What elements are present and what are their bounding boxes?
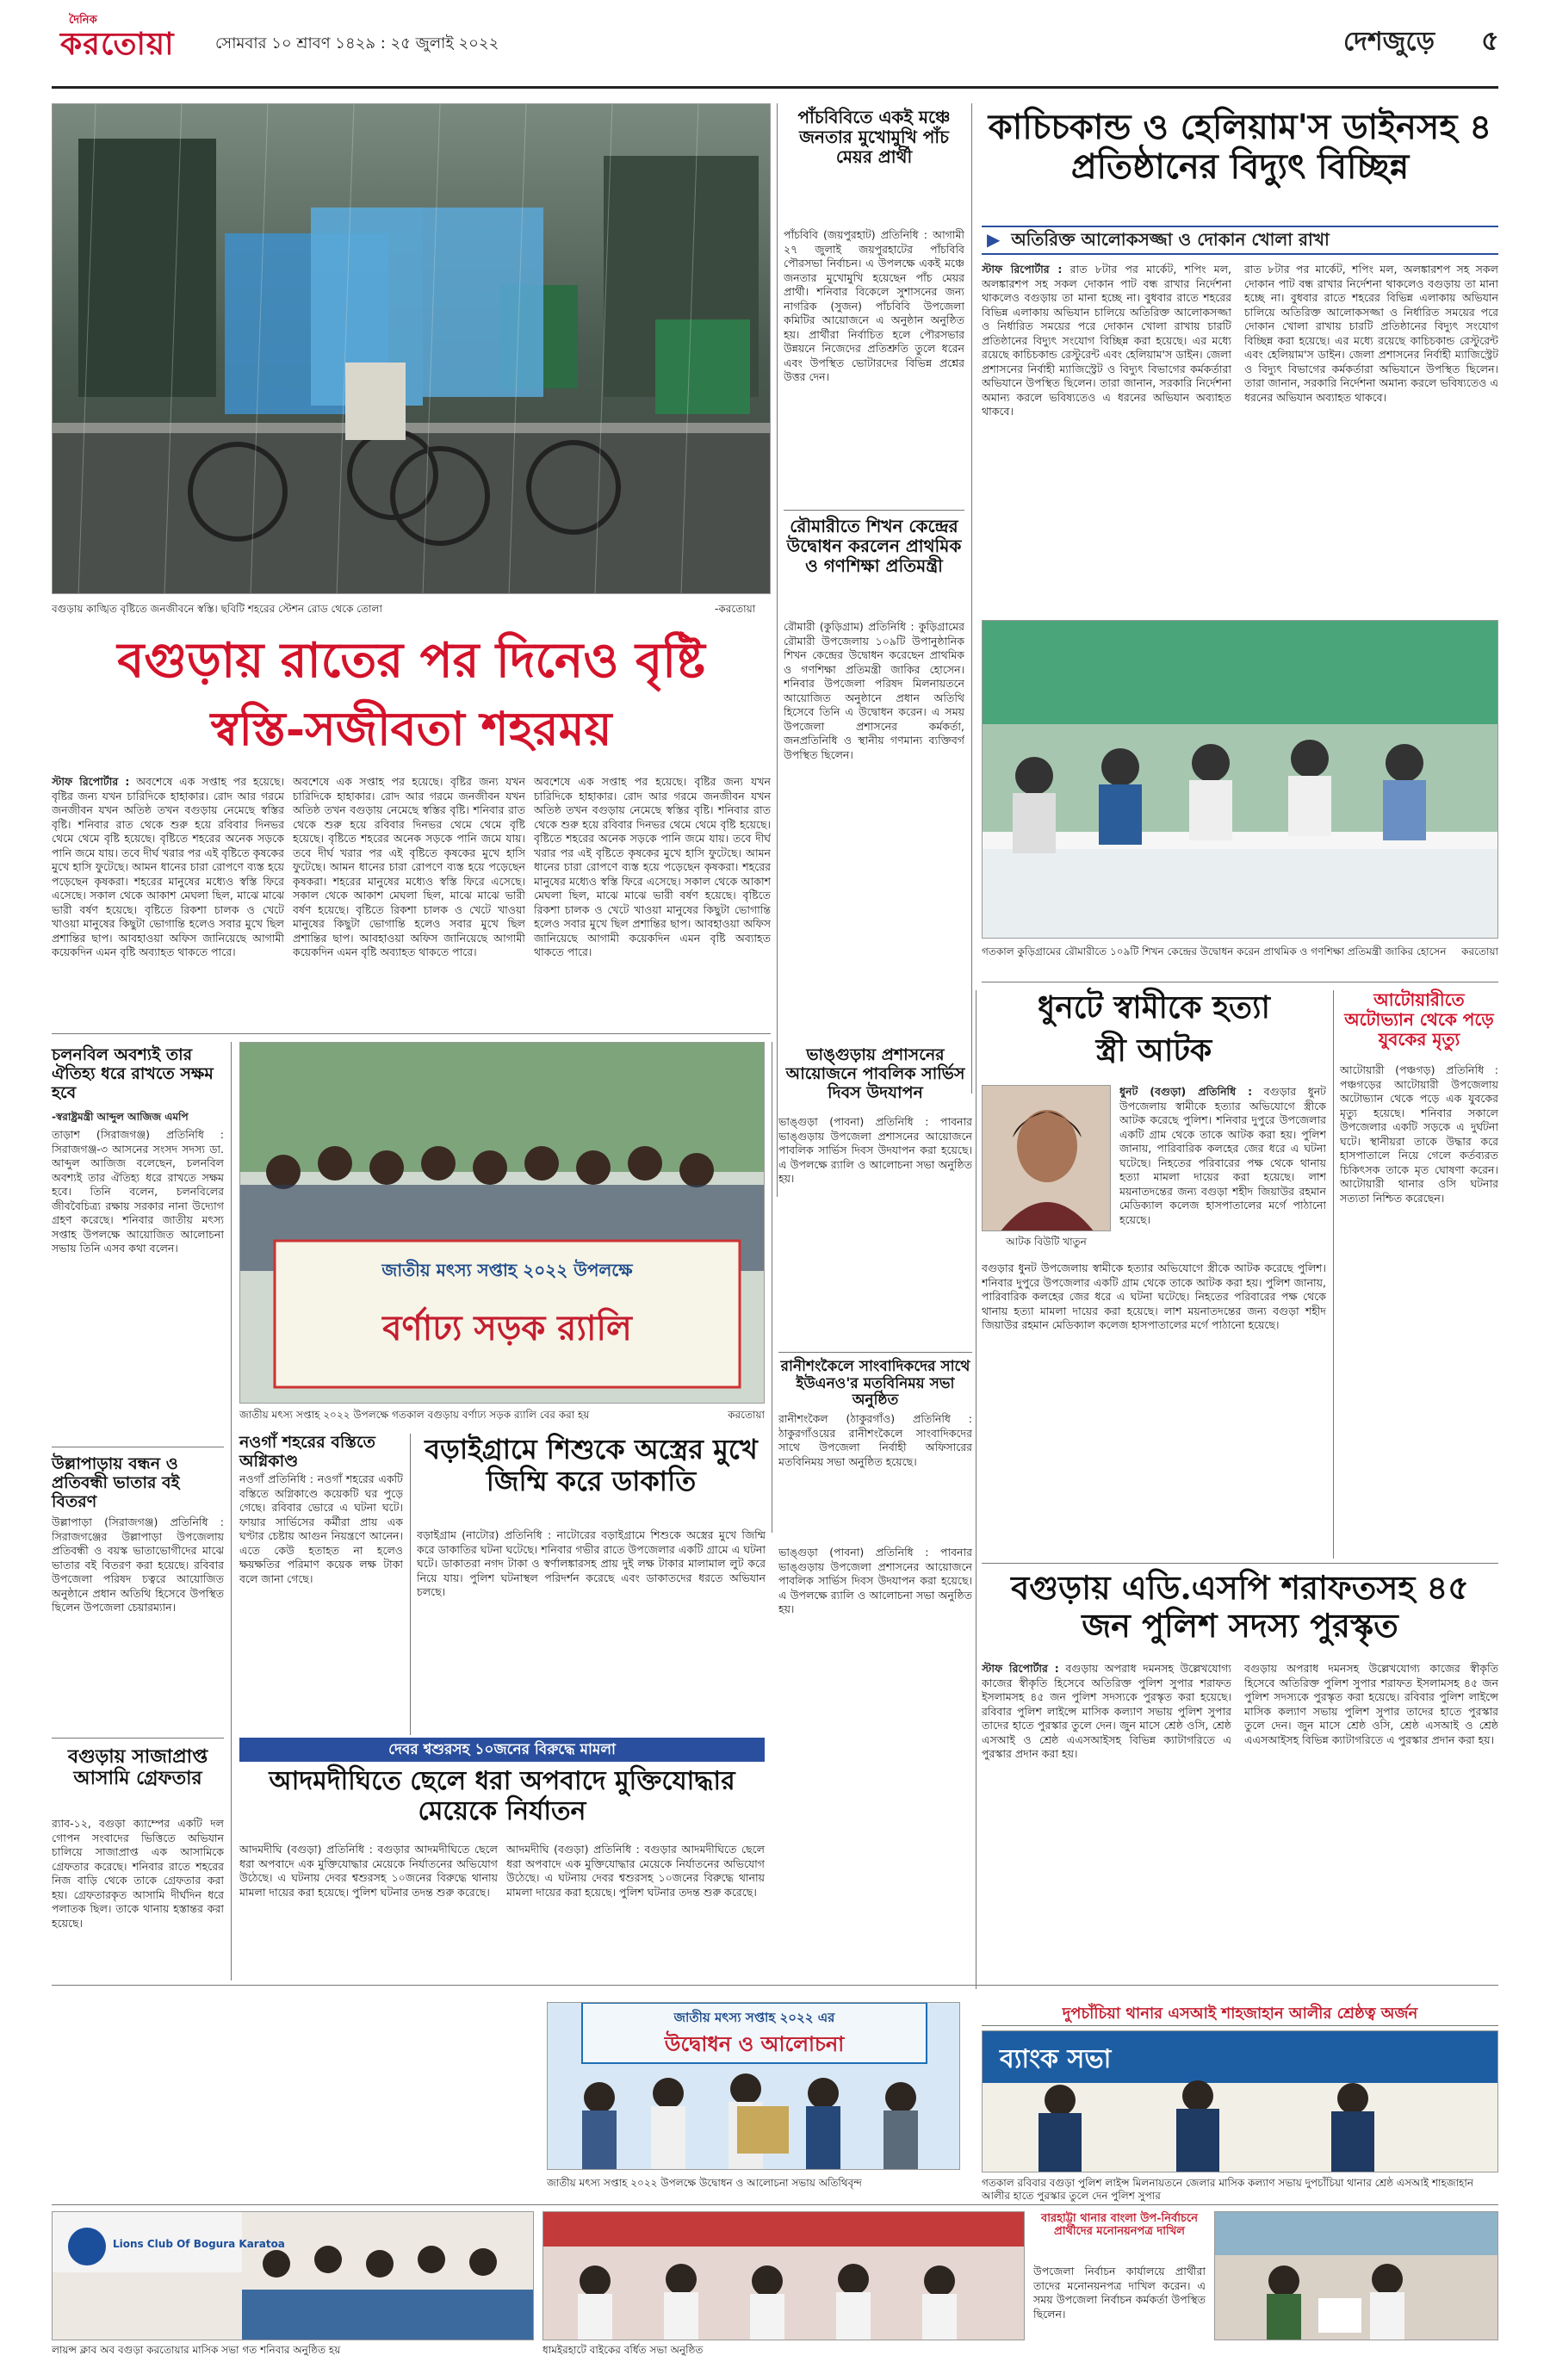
story5-headline-line2: স্ত্রী আটক	[1095, 1032, 1212, 1069]
main-story-body-col1	[52, 775, 284, 1025]
story9-body: র‍্যাব-১২, বগুড়া ক্যাম্পের একটি দল গোপন সংবাদের ভিত্তিতে অভিযান চালিয়ে সাজাপ্রাপ্ত এক আসামিকে গ্রেফতার করেছে। শনিবার রাতে শহরের নিজ বাড়ি থেকে তাকে গ্রেফতার করা হয়। গ্রেফতারকৃত আসামি দীর্ঘদিন ধরে পলাতক ছিল। তাকে থানায় হস্তান্তর করা হয়েছে।	[52, 1817, 224, 1930]
story7-byline: -স্বরাষ্ট্রমন্ত্রী আব্দুল আজিজ এমপি	[52, 1111, 189, 1123]
divider	[777, 103, 778, 1197]
story2-text-cont: রাত ৮টার পর মার্কেট, শপিং মল, অলঙ্কারশপ সহ সকল দোকান পাট বন্ধ রাখার নির্দেশনা থাকলেও বগুড়ায় তা মানা হচ্ছে না। বুধবার রাতে শহরের বিভিন্ন এলাকায় অভিযান চালিয়ে অতিরিক্ত আলোকসজ্জা ও নির্ধারিত সময়ের পরে দোকান খোলা রাখায় চারটি প্রতিষ্ঠানের বিদ্যুৎ সংযোগ বিচ্ছিন্ন করা হয়েছে। এর মধ্যে রয়েছে কাচিচকান্ড রেস্টুরেন্ট এবং হেলিয়াম'স ডাইন। জেলা প্রশাসনের নির্বাহী ম্যাজিস্ট্রেট ও বিদ্যুৎ বিভাগের কর্মকর্তারা অভিযানে উপস্থিত ছিলেন। তারা জানান, সরকারি নির্দেশনা অমান্য করলে ভবিষ্যতেও এ ধরনের অভিযান অব্যাহত থাকবে।	[1244, 263, 1498, 404]
story16-kicker: দুপচাঁচিয়া থানার এসআই শাহজাহান আলীর শ্রেষ্ঠত্ব অর্জন	[982, 2002, 1498, 2026]
story21-body: উপজেলা নির্বাচন কার্যালয়ে প্রার্থীরা তাদের মনোনয়নপত্র দাখিল করেন। এ সময় উপজেলা নির্বাচন কর্মকর্তা উপস্থিত ছিলেন।	[1033, 2265, 1206, 2321]
divider	[52, 1033, 771, 1034]
lions-image	[53, 2212, 534, 2340]
election-image	[1215, 2212, 1498, 2340]
rally-caption-credit: করতোয়া	[728, 1409, 765, 1421]
main-headline-line2: স্বস্তি-সজীবতা শহরময়	[210, 701, 612, 756]
fish-week-banner-line2: উদ্বোধন ও আলোচনা	[664, 2032, 845, 2056]
police-caption: গতকাল রবিবার বগুড়া পুলিশ লাইন্স মিলনায়তনে জেলার মাসিক কল্যাণ সভায় দুপচাঁচিয়া থানার শ্রেষ্ঠ এসআই শাহজাহান আলীর হাতে পুরস্কার তুলে দেন পুলিশ সুপার	[982, 2177, 1473, 2202]
main-story-text: অবশেষে এক সপ্তাহ পর হয়েছে। বৃষ্টির জন্য যখন চারিদিকে হাহাকার। রোদ আর গরমে জনজীবন যখন অতিষ্ঠ তখন বগুড়ায় নেমেছে স্বস্তির বৃষ্টি। শনিবার রাত থেকে শুরু হয়ে রবিবার দিনভর থেমে থেমে বৃষ্টি হয়েছে। বৃষ্টিতে শহরের অনেক সড়কে পানি জমে যায়। তবে দীর্ঘ খরার পর এই বৃষ্টিতে কৃষকের মুখে হাসি ফুটেছে। আমন ধানের চারা রোপণে ব্যস্ত হয়ে পড়েছেন কৃষকরা। শহরের মানুষের মধ্যেও স্বস্তি ফিরে এসেছে। সকাল থেকে আকাশ মেঘলা ছিল, মাঝে মাঝে ভারী বর্ষণ হয়েছে। বৃষ্টিতে রিকশা চালক ও খেটে খাওয়া মানুষের কিছুটা ভোগান্তি হলেও সবার মুখে ছিল প্রশান্তির ছাপ। আবহাওয়া অফিস জানিয়েছে আগামী কয়েকদিন এমন বৃষ্টি অব্যাহত থাকতে পারে।	[52, 775, 284, 958]
main-story-body-col3	[534, 775, 771, 1025]
masthead-rule	[52, 86, 1498, 89]
divider	[1333, 990, 1334, 1559]
rally-photo	[239, 1042, 765, 1404]
roumari-caption-credit: করতোয়া	[1461, 945, 1498, 958]
rain-photo	[52, 103, 771, 594]
page-number: ৫	[1481, 24, 1499, 57]
roumari-photo-caption	[982, 945, 1498, 958]
portrait-image	[983, 1086, 1111, 1231]
story2-text: রাত ৮টার পর মার্কেট, শপিং মল, অলঙ্কারশপ সহ সকল দোকান পাট বন্ধ রাখার নির্দেশনা থাকলেও বগুড়ায় তা মানা হচ্ছে না। বুধবার রাতে শহরের বিভিন্ন এলাকায় অভিযান চালিয়ে অতিরিক্ত আলোকসজ্জা ও নির্ধারিত সময়ের পরে দোকান খোলা রাখায় চারটি প্রতিষ্ঠানের বিদ্যুৎ সংযোগ বিচ্ছিন্ন করা হয়েছে। এর মধ্যে রয়েছে কাচিচকান্ড রেস্টুরেন্ট এবং হেলিয়াম'স ডাইন। জেলা প্রশাসনের নির্বাহী ম্যাজিস্ট্রেট ও বিদ্যুৎ বিভাগের কর্মকর্তারা অভিযানে উপস্থিত ছিলেন। তারা জানান, সরকারি নির্দেশনা অমান্য করলে ভবিষ্যতেও এ ধরনের অভিযান অব্যাহত থাকবে।	[982, 263, 1231, 418]
dhamoirhat-photo	[542, 2211, 1025, 2340]
roumari-photo	[982, 620, 1498, 939]
play-icon: ▶	[987, 229, 1001, 250]
story12-text: আদমদীঘি (বগুড়া) প্রতিনিধি : বগুড়ার আদমদীঘিতে ছেলে ধরা অপবাদে এক মুক্তিযোদ্ধার মেয়েকে নির্যাতনের অভিযোগ উঠেছে। এ ঘটনায় দেবর শ্বশুরসহ ১০জনের বিরুদ্ধে থানায় মামলা দায়ের করা হয়েছে। পুলিশ ঘটনার তদন্ত শুরু করেছে।	[239, 1843, 498, 1899]
story7-headline: চলনবিল অবশ্যই তার ঐতিহ্য ধরে রাখতে সক্ষম হবে	[52, 1045, 214, 1102]
election-photo	[1214, 2211, 1498, 2340]
main-story-body-col2	[293, 775, 525, 1025]
fish-week-banner-line1: জাতীয় মৎস্য সপ্তাহ ২০২২ এর	[673, 2010, 835, 2025]
divider	[784, 510, 964, 511]
lions-banner: Lions Club Of Bogura Karatoa	[113, 2238, 285, 2250]
roumari-photo-image	[983, 621, 1498, 939]
rain-photo-image	[53, 104, 771, 594]
story5-text: বগুড়ার ধুনট উপজেলায় স্বামীকে হত্যার অভিযোগে স্ত্রীকে আটক করেছে পুলিশ। শনিবার দুপুরে উপজেলার একটি গ্রাম থেকে তাকে আটক করা হয়। পুলিশ জানায়, পারিবারিক কলহের জের ধরে এ ঘটনা ঘটেছে। নিহতের পরিবারের পক্ষ থেকে থানায় হত্যা মামলা দায়ের করা হয়েছে। লাশ ময়নাতদন্তের জন্য বগুড়া শহীদ জিয়াউর রহমান মেডিক্যাল কলেজ হাসপাতালের মর্গে পাঠানো হয়েছে।	[1119, 1085, 1326, 1226]
story7-body: তাড়াশ (সিরাজগঞ্জ) প্রতিনিধি : সিরাজগঞ্জ-৩ আসনের সংসদ সদস্য ডা. আব্দুল আজিজ বলেছেন, চলনবিল অবশ্যই তার ঐতিহ্য ধরে রাখতে সক্ষম হবে। তিনি বলেন, চলনবিলের জীববৈচিত্র্য রক্ষায় সরকার নানা উদ্যোগ গ্রহণ করেছে। শনিবার জাতীয় মৎস্য সপ্তাহ উপলক্ষে আয়োজিত আলোচনা সভায় তিনি এসব কথা বলেন।	[52, 1128, 224, 1255]
police-photo	[982, 2030, 1498, 2172]
portrait-photo	[982, 1085, 1111, 1231]
story5-headline-line1: ধুনটে স্বামীকে হত্যা	[1038, 989, 1270, 1026]
story2-tag	[982, 226, 1498, 255]
story15-body-col2	[1244, 1662, 1498, 1998]
story5-body-aside	[1119, 1085, 1326, 1257]
main-story-text-cont: অবশেষে এক সপ্তাহ পর হয়েছে। বৃষ্টির জন্য যখন চারিদিকে হাহাকার। রোদ আর গরমে জনজীবন যখন অতিষ্ঠ তখন বগুড়ায় নেমেছে স্বস্তির বৃষ্টি। শনিবার রাত থেকে শুরু হয়ে রবিবার দিনভর থেমে থেমে বৃষ্টি হয়েছে। বৃষ্টিতে শহরের অনেক সড়কে পানি জমে যায়। তবে দীর্ঘ খরার পর এই বৃষ্টিতে কৃষকের মুখে হাসি ফুটেছে। আমন ধানের চারা রোপণে ব্যস্ত হয়ে পড়েছেন কৃষকরা। শহরের মানুষের মধ্যেও স্বস্তি ফিরে এসেছে। সকাল থেকে আকাশ মেঘলা ছিল, মাঝে মাঝে ভারী বর্ষণ হয়েছে। বৃষ্টিতে রিকশা চালক ও খেটে খাওয়া মানুষের কিছুটা ভোগান্তি হলেও সবার মুখে ছিল প্রশান্তির ছাপ। আবহাওয়া অফিস জানিয়েছে আগামী কয়েকদিন এমন বৃষ্টি অব্যাহত থাকতে পারে।	[293, 775, 525, 958]
divider	[778, 1352, 972, 1353]
divider	[971, 103, 972, 1094]
divider	[231, 1042, 232, 1980]
story14-body: রানীশংকৈল (ঠাকুরগাঁও) প্রতিনিধি : ঠাকুরগাঁওয়ের রানীশংকৈলে সাংবাদিকদের সাথে উপজেলা নির্বাহী অফিসারের মতবিনিময় সভা অনুষ্ঠিত হয়েছে।	[778, 1412, 972, 1468]
story2-headline: কাচিচকান্ড ও হেলিয়াম'স ডাইনসহ ৪ প্রতিষ্ঠানের বিদ্যুৎ বিচ্ছিন্ন	[988, 107, 1492, 187]
divider	[52, 1738, 224, 1739]
story9-headline: বগুড়ায় সাজাপ্রাপ্ত আসামি গ্রেফতার	[67, 1745, 208, 1790]
story8-headline: উল্লাপাড়ায় বন্ধন ও প্রতিবন্ধী ভাতার বই বিতরণ	[52, 1454, 180, 1511]
story6-body: আটোয়ারী (পঞ্চগড়) প্রতিনিধি : পঞ্চগড়ের আটোয়ারী উপজেলায় অটোভ্যান থেকে পড়ে এক যুবকের মৃত্যু হয়েছে। শনিবার সকালে উপজেলার একটি সড়কে এ দুর্ঘটনা ঘটে। স্থানীয়রা তাকে উদ্ধার করে হাসপাতালে নিয়ে গেলে কর্তব্যরত চিকিৎসক তাকে মৃত ঘোষণা করেন। আটোয়ারী থানার ওসি ঘটনার সত্যতা নিশ্চিত করেছেন।	[1340, 1063, 1498, 1205]
story12-body-col2	[506, 1843, 765, 1976]
story15-text: বগুড়ায় অপরাধ দমনসহ উল্লেখযোগ্য কাজের স্বীকৃতি হিসেবে অতিরিক্ত পুলিশ সুপার শরাফত ইসলামসহ ৪৫ জন পুলিশ সদস্যকে পুরস্কৃত করা হয়েছে। রবিবার পুলিশ লাইন্সে মাসিক কল্যাণ সভায় পুলিশ সুপার তাদের হাতে পুরস্কার তুলে দেন। জুন মাসে শ্রেষ্ঠ ওসি, শ্রেষ্ঠ এসআই ও শ্রেষ্ঠ এএসআইসহ বিভিন্ন ক্যাটাগরিতে এ পুরস্কার প্রদান করা হয়।	[982, 1662, 1231, 1760]
fish-week-photo	[547, 2002, 960, 2170]
story11-headline: নওগাঁ শহরের বস্তিতে অগ্নিকাণ্ড	[239, 1433, 375, 1471]
story6-headline: আটোয়ারীতে অটোভ্যান থেকে পড়ে যুবকের মৃত্যু	[1344, 989, 1494, 1050]
fish-week-caption: জাতীয় মৎস্য সপ্তাহ ২০২২ উপলক্ষে উদ্বোধন ও আলোচনা সভায় অতিথিবৃন্দ	[547, 2177, 862, 2189]
divider	[52, 2204, 1498, 2205]
rally-banner-line2: বর্ণাঢ্য সড়ক র‍্যালি	[382, 1309, 632, 1348]
rally-photo-caption	[239, 1409, 765, 1422]
story15-text-cont: বগুড়ায় অপরাধ দমনসহ উল্লেখযোগ্য কাজের স্বীকৃতি হিসেবে অতিরিক্ত পুলিশ সুপার শরাফত ইসলামসহ ৪৫ জন পুলিশ সদস্যকে পুরস্কৃত করা হয়েছে। রবিবার পুলিশ লাইন্সে মাসিক কল্যাণ সভায় পুলিশ সুপার তাদের হাতে পুরস্কার তুলে দেন। জুন মাসে শ্রেষ্ঠ ওসি, শ্রেষ্ঠ এসআই ও শ্রেষ্ঠ এএসআইসহ বিভিন্ন ক্যাটাগরিতে এ পুরস্কার প্রদান করা হয়।	[1244, 1662, 1498, 1746]
rally-banner-line1: জাতীয় মৎস্য সপ্তাহ ২০২২ উপলক্ষে	[381, 1260, 633, 1280]
rain-photo-caption: বগুড়ায় কাঙ্খিত বৃষ্টিতে জনজীবনে স্বস্তি। ছবিটি শহরের স্টেশন রোড থেকে তোলা	[52, 603, 382, 615]
story15-headline: বগুড়ায় এডি.এসপি শরাফতসহ ৪৫ জন পুলিশ সদস্য পুরস্কৃত	[1011, 1568, 1469, 1645]
lions-caption: লায়ন্স ক্লাব অব বগুড়া করতোয়ার মাসিক সভা গত শনিবার অনুষ্ঠিত হয়	[52, 2344, 341, 2356]
story14-body-more: ভাঙ্গুড়া (পাবনা) প্রতিনিধি : পাবনার ভাঙ্গুড়ায় উপজেলা প্রশাসনের আয়োজনে পাবলিক সার্ভিস দিবস উদযাপন করা হয়েছে। এ উপলক্ষে র‍্যালি ও আলোচনা সভা অনুষ্ঠিত হয়।	[778, 1546, 972, 1615]
story13-body: ভাঙ্গুড়া (পাবনা) প্রতিনিধি : পাবনার ভাঙ্গুড়ায় উপজেলা প্রশাসনের আয়োজনে পাবলিক সার্ভিস দিবস উদযাপন করা হয়েছে। এ উপলক্ষে র‍্যালি ও আলোচনা সভা অনুষ্ঠিত হয়।	[778, 1115, 972, 1185]
story12-body-col1	[239, 1843, 498, 1976]
story12-text-cont: আদমদীঘি (বগুড়া) প্রতিনিধি : বগুড়ার আদমদীঘিতে ছেলে ধরা অপবাদে এক মুক্তিযোদ্ধার মেয়েকে নির্যাতনের অভিযোগ উঠেছে। এ ঘটনায় দেবর শ্বশুরসহ ১০জনের বিরুদ্ধে থানায় মামলা দায়ের করা হয়েছে। পুলিশ ঘটনার তদন্ত শুরু করেছে।	[506, 1843, 765, 1899]
story4-headline: রৌমারীতে শিখন কেন্দ্রের উদ্বোধন করলেন প্রাথমিক ও গণশিক্ষা প্রতিমন্ত্রী	[786, 516, 962, 576]
main-story-text-cont2: অবশেষে এক সপ্তাহ পর হয়েছে। বৃষ্টির জন্য যখন চারিদিকে হাহাকার। রোদ আর গরমে জনজীবন যখন অতিষ্ঠ তখন বগুড়ায় নেমেছে স্বস্তির বৃষ্টি। শনিবার রাত থেকে শুরু হয়ে রবিবার দিনভর থেমে থেমে বৃষ্টি হয়েছে। বৃষ্টিতে শহরের অনেক সড়কে পানি জমে যায়। তবে দীর্ঘ খরার পর এই বৃষ্টিতে কৃষকের মুখে হাসি ফুটেছে। আমন ধানের চারা রোপণে ব্যস্ত হয়ে পড়েছেন কৃষকরা। শহরের মানুষের মধ্যেও স্বস্তি ফিরে এসেছে। সকাল থেকে আকাশ মেঘলা ছিল, মাঝে মাঝে ভারী বর্ষণ হয়েছে। বৃষ্টিতে রিকশা চালক ও খেটে খাওয়া মানুষের কিছুটা ভোগান্তি হলেও সবার মুখে ছিল প্রশান্তির ছাপ। আবহাওয়া অফিস জানিয়েছে আগামী কয়েকদিন এমন বৃষ্টি অব্যাহত থাকতে পারে।	[534, 775, 771, 958]
divider	[410, 1434, 411, 1735]
section-title: দেশজুড়ে	[1343, 27, 1435, 57]
rally-caption-text: জাতীয় মৎস্য সপ্তাহ ২০২২ উপলক্ষে গতকাল বগুড়ায় বর্ণাঢ্য সড়ক র‍্যালি বের করা হয়	[239, 1409, 590, 1421]
story4-body: রৌমারী (কুড়িগ্রাম) প্রতিনিধি : কুড়িগ্রামের রৌমারী উপজেলায় ১০৯টি উপানুষ্ঠানিক শিখন কেন্দ্রের উদ্বোধন করেছেন প্রাথমিক ও গণশিক্ষা প্রতিমন্ত্রী জাকির হোসেন। শনিবার উপজেলা পরিষদ মিলনায়তনে আয়োজিত অনুষ্ঠানে প্রধান অতিথি হিসেবে তিনি এ উদ্বোধন করেন। এ সময় উপজেলা প্রশাসনের কর্মকর্তা, জনপ্রতিনিধি ও স্থানীয় গণমান্য ব্যক্তিবর্গ উপস্থিত ছিলেন।	[784, 620, 964, 761]
story5-byline: ধুনট (বগুড়া) প্রতিনিধি :	[1119, 1085, 1253, 1098]
portrait-caption: আটক বিউটি খাতুন	[1006, 1236, 1087, 1248]
dhamoirhat-image	[543, 2212, 1025, 2340]
story2-byline: স্টাফ রিপোর্টার :	[982, 263, 1063, 276]
story2-body-col1	[982, 263, 1231, 607]
dateline: সোমবার ১০ শ্রাবণ ১৪২৯ : ২৫ জুলাই ২০২২	[215, 34, 499, 53]
story11-body: নওগাঁ প্রতিনিধি : নওগাঁ শহরের একটি বস্তিতে অগ্নিকাণ্ডে কয়েকটি ঘর পুড়ে গেছে। রবিবার ভোরে এ ঘটনা ঘটে। ফায়ার সার্ভিসের কর্মীরা প্রায় এক ঘণ্টার চেষ্টায় আগুন নিয়ন্ত্রণে আনেন। এতে কেউ হতাহত না হলেও ক্ষয়ক্ষতির পরিমাণ কয়েক লক্ষ টাকা বলে জানা গেছে।	[239, 1472, 403, 1585]
story8-body: উল্লাপাড়া (সিরাজগঞ্জ) প্রতিনিধি : সিরাজগঞ্জের উল্লাপাড়া উপজেলায় প্রতিবন্ধী ও বয়স্ক ভাতাভোগীদের মাঝে ভাতার বই বিতরণ করা হয়েছে। রবিবার উপজেলা পরিষদ চত্বরে আয়োজিত অনুষ্ঠানে প্রধান অতিথি হিসেবে উপস্থিত ছিলেন উপজেলা চেয়ারম্যান।	[52, 1515, 224, 1614]
story2-body-col2	[1244, 263, 1498, 607]
story2-tag-text: অতিরিক্ত আলোকসজ্জা ও দোকান খোলা রাখা	[1011, 229, 1330, 250]
masthead-logo-sub: দৈনিক	[69, 14, 97, 27]
main-story-byline: স্টাফ রিপোর্টার :	[52, 775, 130, 788]
lions-photo	[52, 2211, 534, 2340]
story10-headline: বড়াইগ্রামে শিশুকে অস্ত্রের মুখে জিম্মি করে ডাকাতি	[425, 1433, 758, 1497]
police-banner: ব্যাংক সভা	[1000, 2044, 1112, 2074]
dhamoirhat-caption: ধামইরহাটে বাইকের বর্ধিত সভা অনুষ্ঠিত	[542, 2344, 704, 2356]
story5-body: বগুড়ার ধুনট উপজেলায় স্বামীকে হত্যার অভিযোগে স্ত্রীকে আটক করেছে পুলিশ। শনিবার দুপুরে উপজেলার একটি গ্রাম থেকে তাকে আটক করা হয়। পুলিশ জানায়, পারিবারিক কলহের জের ধরে এ ঘটনা ঘটেছে। নিহতের পরিবারের পক্ষ থেকে থানায় হত্যা মামলা দায়ের করা হয়েছে। লাশ ময়নাতদন্তের জন্য বগুড়া শহীদ জিয়াউর রহমান মেডিক্যাল কলেজ হাসপাতালের মর্গে পাঠানো হয়েছে।	[982, 1261, 1326, 1331]
main-headline-line1: বগুড়ায় রাতের পর দিনেও বৃষ্টি	[117, 632, 705, 689]
story15-byline: স্টাফ রিপোর্টার :	[982, 1662, 1059, 1675]
roumari-caption-text: গতকাল কুড়িগ্রামের রৌমারীতে ১০৯টি শিখন কেন্দ্রের উদ্বোধন করেন প্রাথমিক ও গণশিক্ষা প্রতিমন্ত্রী জাকির হোসেন	[982, 945, 1447, 958]
divider	[52, 1985, 1498, 1986]
story10-body: বড়াইগ্রাম (নাটোর) প্রতিনিধি : নাটোরের বড়াইগ্রামে শিশুকে অস্ত্রের মুখে জিম্মি করে ডাকাতির ঘটনা ঘটেছে। শনিবার গভীর রাতে উপজেলার একটি গ্রামে এ ঘটনা ঘটে। ডাকাতরা নগদ টাকা ও স্বর্ণালঙ্কারসহ প্রায় দুই লক্ষ টাকার মালামাল লুট করে নিয়ে যায়। পুলিশ ঘটনাস্থল পরিদর্শন করেছে এবং ডাকাতদের ধরতে অভিযান চলছে।	[417, 1528, 766, 1598]
story15-body-col1	[982, 1662, 1231, 1998]
story3-headline: পাঁচবিবিতে একই মঞ্চে জনতার মুখোমুখি পাঁচ মেয়র প্রার্থী	[797, 107, 951, 167]
story14-headline: রানীশংকৈলে সাংবাদিকদের সাথে ইউএনও'র মতবিনিময় সভা অনুষ্ঠিত	[780, 1358, 970, 1410]
story12-kicker: দেবর শ্বশুরসহ ১০জনের বিরুদ্ধে মামলা	[239, 1738, 765, 1762]
story3-body: পাঁচবিবি (জয়পুরহাট) প্রতিনিধি : আগামী ২৭ জুলাই জয়পুরহাটের পাঁচবিবি পৌরসভা নির্বাচন। এ উপলক্ষে একই মঞ্চে জনতার মুখোমুখি হয়েছেন পাঁচ মেয়র প্রার্থী। শনিবার বিকেলে সুশাসনের জন্য নাগরিক (সুজন) পাঁচবিবি উপজেলা কমিটির আয়োজনে এ অনুষ্ঠান অনুষ্ঠিত হয়। প্রার্থীরা নির্বাচিত হলে পৌরসভার উন্নয়নে নিজেদের প্রতিশ্রুতি তুলে ধরেন এবং উপস্থিত ভোটারদের বিভিন্ন প্রশ্নের উত্তর দেন।	[784, 228, 964, 383]
masthead-logo[interactable]: করতোয়া	[60, 26, 175, 62]
masthead	[52, 9, 1498, 77]
rain-photo-credit: -করতোয়া	[715, 603, 756, 615]
story12-headline: আদমদীঘিতে ছেলে ধরা অপবাদে মুক্তিযোদ্ধার মেয়েকে নির্যাতন	[269, 1766, 735, 1826]
story21-headline: বারহাট্টা থানার বাংলা উপ-নির্বাচনে প্রার্থীদের মনোনয়নপত্র দাখিল	[1040, 2212, 1199, 2238]
divider	[982, 1563, 1498, 1564]
story13-headline: ভাঙ্গুড়ায় প্রশাসনের আয়োজনে পাবলিক সার্ভিস দিবস উদযাপন	[785, 1045, 965, 1102]
